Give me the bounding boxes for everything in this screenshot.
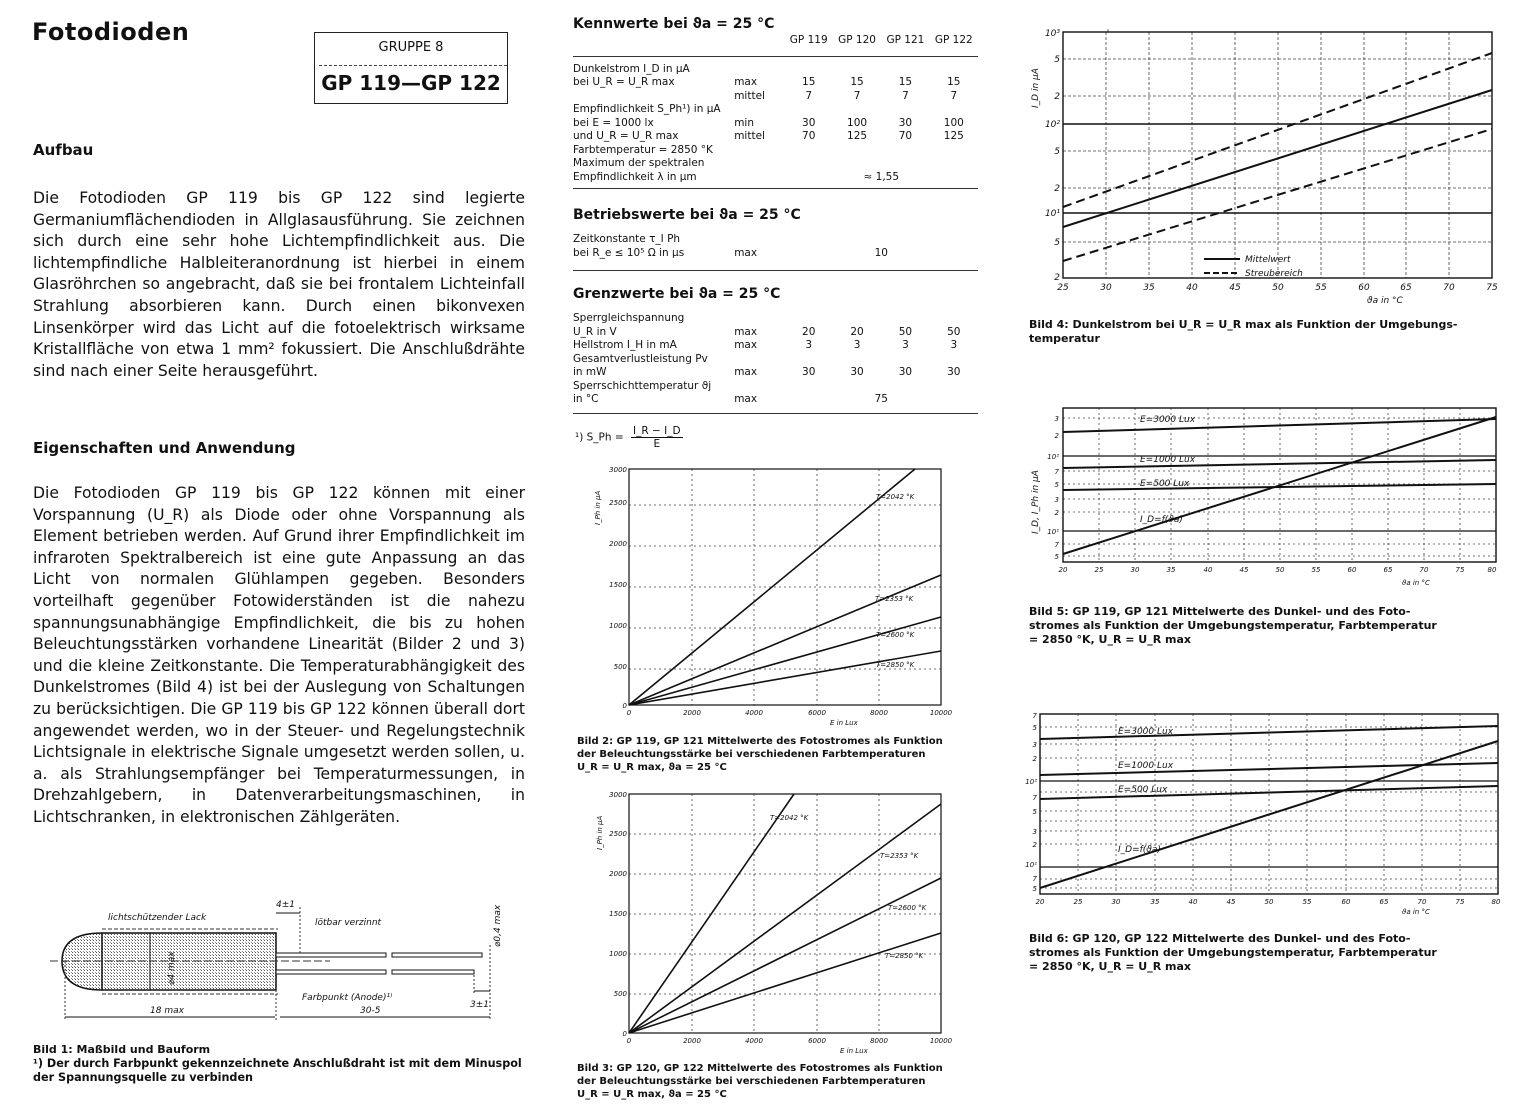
x-axis-label: E in Lux xyxy=(830,719,858,725)
svg-text:3: 3 xyxy=(1032,828,1037,836)
grenzwerte-section xyxy=(573,286,978,414)
svg-text:5: 5 xyxy=(1054,147,1060,157)
svg-text:1000: 1000 xyxy=(609,622,627,630)
svg-text:2000: 2000 xyxy=(609,540,627,548)
label-farbpunkt: Farbpunkt (Anode)¹⁾ xyxy=(302,993,393,1003)
table-row: Farbtemperatur = 2850 °K xyxy=(573,143,713,156)
series-label: T=2600 °K xyxy=(888,904,927,912)
svg-text:4000: 4000 xyxy=(745,709,763,717)
svg-text:40: 40 xyxy=(1188,898,1198,906)
table-row: Dunkelstrom I_D in µA xyxy=(573,62,690,75)
svg-text:70: 70 xyxy=(1419,566,1429,574)
bild4-caption: Bild 4: Dunkelstrom bei U_R = U_R max als Funktion der Umgebungs- temperatur xyxy=(1029,318,1458,345)
table-row: Hellstrom I_H in mA max 3 3 3 3 xyxy=(573,339,958,351)
kennwerte-body xyxy=(573,63,978,185)
label-body-dia: ⌀4 max xyxy=(167,951,177,985)
grenzwerte-title: Grenzwerte bei ϑa = 25 °C xyxy=(573,286,781,302)
svg-text:60: 60 xyxy=(1341,898,1351,906)
col-header: GP 119 xyxy=(789,34,828,46)
svg-text:0: 0 xyxy=(626,709,632,717)
svg-text:75: 75 xyxy=(1486,283,1498,293)
svg-text:1500: 1500 xyxy=(609,581,627,589)
bild3-caption: Bild 3: GP 120, GP 122 Mittelwerte des Fotostromes als Funktion der Beleuchtungsstärke bei verschiedenen Farbtemperaturen U_R = U_R max, ϑa = 25 °C xyxy=(577,1063,943,1100)
svg-text:2500: 2500 xyxy=(609,499,627,507)
svg-text:75: 75 xyxy=(1455,566,1465,574)
series-label: I_D=f(ϑa) xyxy=(1118,845,1161,855)
label-dim-3: 3±1 xyxy=(470,1000,489,1010)
svg-text:1500: 1500 xyxy=(609,910,627,918)
svg-text:2000: 2000 xyxy=(683,1037,701,1045)
x-axis-label: ϑa in °C xyxy=(1367,296,1403,306)
svg-text:80: 80 xyxy=(1491,898,1501,906)
svg-text:2: 2 xyxy=(1032,755,1037,763)
svg-text:5: 5 xyxy=(1054,55,1060,65)
bild1-caption xyxy=(33,1043,533,1085)
footnote-numerator: I_R − I_D xyxy=(633,425,681,437)
betriebswerte-section xyxy=(573,207,978,271)
divider xyxy=(573,270,978,271)
divider xyxy=(573,56,978,57)
col-header: GP 122 xyxy=(934,34,973,46)
svg-text:35: 35 xyxy=(1143,283,1155,293)
bild6-caption: Bild 6: GP 120, GP 122 Mittelwerte des Dunkel- und des Foto- stromes als Funktion der Umgebungstemperatur, Farbtemperatur = 2850 °K, U_R = U_R max xyxy=(1029,932,1437,973)
svg-text:2: 2 xyxy=(1054,184,1060,194)
series-label: I_D=f(ϑa) xyxy=(1140,515,1183,525)
x-axis-label: ϑa in °C xyxy=(1402,579,1430,587)
betriebswerte-title: Betriebswerte bei ϑa = 25 °C xyxy=(573,207,801,223)
grenzwerte-table xyxy=(573,312,978,407)
svg-text:5: 5 xyxy=(1054,238,1060,248)
svg-text:8000: 8000 xyxy=(870,1037,888,1045)
svg-text:2000: 2000 xyxy=(683,709,701,717)
svg-text:45: 45 xyxy=(1229,283,1241,293)
svg-text:7: 7 xyxy=(1032,712,1037,720)
svg-text:10¹: 10¹ xyxy=(1025,861,1037,869)
col-header: GP 121 xyxy=(886,34,925,46)
svg-text:30: 30 xyxy=(1111,898,1121,906)
svg-text:0: 0 xyxy=(622,702,627,710)
svg-text:40: 40 xyxy=(1186,283,1198,293)
svg-text:10000: 10000 xyxy=(929,709,953,717)
svg-text:10²: 10² xyxy=(1044,120,1060,130)
svg-text:30: 30 xyxy=(1130,566,1140,574)
svg-text:3: 3 xyxy=(1032,741,1037,749)
table-row: bei R_e ≤ 10⁵ Ω in µs max 10 xyxy=(573,246,888,259)
series-label: E=3000 Lux xyxy=(1140,415,1196,425)
bild5-caption: Bild 5: GP 119, GP 121 Mittelwerte des Dunkel- und des Foto- stromes als Funktion der Umgebungstemperatur, Farbtemperatur = 2850 °K, U_R = U_R max xyxy=(1029,605,1437,646)
svg-text:6000: 6000 xyxy=(808,709,826,717)
svg-text:70: 70 xyxy=(1443,283,1455,293)
svg-text:65: 65 xyxy=(1383,566,1393,574)
eigenschaften-paragraph: Die Fotodioden GP 119 bis GP 122 können mit einer Vorspannung (U_R) als Diode oder ohne Vorspannung als Element betrieben werden. Auf Grund ihrer Empfindlichkeit im infraroten Spektralbereich ist eine gute Anpassung an das Licht von normalen Glühlampen gegeben. Besonders vorteilhaft gegenüber Fotowiderständen ist die nahezu spannungsunabhängige Empfindlichkeit, die bis zu hohen Beleuchtungsstärken vorhandene Linearität (Bilder 2 und 3) und die kleine Zeitkonstante. Die Temperaturabhängigkeit des Dunkelstromes (Bild 4) ist bei der Auslegung von Schaltungen zu berücksichtigen. Die GP 119 bis GP 122 können überall dort angewendet werden, wo in der Steuer- und Regelungstechnik Lichtsignale in elektrische Signale umgesetzt werden sollen, u. a. als Strahlungsempfänger bei Temperaturmessungen, in Drehzahlgebern, in Datenverarbeitungsmaschinen, in Lichtschranken, in elektronischen Zählgeräten. xyxy=(33,484,525,826)
table-row: in mW max 30 30 30 30 xyxy=(573,366,961,378)
svg-text:10000: 10000 xyxy=(929,1037,953,1045)
svg-text:50: 50 xyxy=(1272,283,1284,293)
page-title: Fotodioden xyxy=(32,18,190,46)
series-label: T=2850 °K xyxy=(876,661,915,669)
footnote-denominator: E xyxy=(653,438,661,450)
divider xyxy=(573,413,978,414)
x-axis-label: ϑa in °C xyxy=(1402,908,1430,915)
model-range: GP 119—GP 122 xyxy=(321,71,501,95)
svg-text:0: 0 xyxy=(622,1030,627,1038)
svg-text:45: 45 xyxy=(1239,566,1249,574)
svg-text:3000: 3000 xyxy=(609,466,627,474)
footnote-fraction xyxy=(631,425,683,450)
svg-text:45: 45 xyxy=(1226,898,1236,906)
svg-text:500: 500 xyxy=(613,990,627,998)
bild3-chart xyxy=(590,790,960,1055)
svg-text:7: 7 xyxy=(1054,468,1059,476)
table-row: Empfindlichkeit λ in µm ≈ 1,55 xyxy=(573,170,900,183)
series-label: E=3000 Lux xyxy=(1118,727,1174,737)
svg-text:60: 60 xyxy=(1347,566,1357,574)
svg-text:2500: 2500 xyxy=(609,830,627,838)
svg-text:10²: 10² xyxy=(1047,453,1059,461)
footnote-prefix: ¹) S_Ph = xyxy=(575,431,624,444)
svg-text:25: 25 xyxy=(1073,898,1083,906)
svg-text:20: 20 xyxy=(1035,898,1045,906)
y-axis-label: I_Ph in µA xyxy=(594,490,602,525)
svg-text:25: 25 xyxy=(1057,283,1069,293)
label-lack: lichtschützender Lack xyxy=(108,913,207,923)
table-row: bei E = 1000 lx min 30 100 30 100 xyxy=(573,116,964,129)
aufbau-text xyxy=(33,188,525,382)
svg-text:10³: 10³ xyxy=(1044,29,1060,39)
eigenschaften-text xyxy=(33,483,525,829)
svg-text:7: 7 xyxy=(1054,541,1059,549)
series-label: T=2353 °K xyxy=(880,852,919,860)
table-row: Zeitkonstante τ_I Ph xyxy=(573,233,681,245)
svg-text:60: 60 xyxy=(1358,283,1370,293)
svg-text:2: 2 xyxy=(1032,841,1037,849)
series-label: T=2042 °K xyxy=(770,814,809,822)
svg-text:10¹: 10¹ xyxy=(1044,209,1060,219)
series-label: T=2353 °K xyxy=(875,595,914,603)
svg-text:3: 3 xyxy=(1054,415,1059,423)
svg-text:55: 55 xyxy=(1302,898,1312,906)
label-len-30: 30-5 xyxy=(360,1006,381,1016)
svg-text:3000: 3000 xyxy=(609,791,627,799)
bild4-chart xyxy=(1022,28,1522,308)
svg-text:7: 7 xyxy=(1032,875,1037,883)
table-row: Sperrschichttemperatur ϑj xyxy=(573,379,712,392)
table-row: Sperrgleichspannung xyxy=(573,312,685,324)
label-wire-dia: ⌀0,4 max xyxy=(493,904,503,947)
kennwerte-table xyxy=(573,34,978,48)
aufbau-paragraph: Die Fotodioden GP 119 bis GP 122 sind legierte Germaniumflächendioden in Allglasausführung. Sie zeichnen sich durch eine sehr hohe Lichtempfindlichkeit aus. Die lichtempfindliche Halbleiteranordnung ist hierbei in einem Glasröhrchen so angebracht, daß sie bei frontalem Lichteinfall Strahlung absorbieren kann. Durch einen bikonvexen Linsenkörper wird das Licht auf die fotoelektrisch wirksame Kristallfläche von etwa 1 mm² fokussiert. Die Anschlußdrähte sind nach einer Seite herausgeführt. xyxy=(33,189,525,380)
svg-text:1000: 1000 xyxy=(609,950,627,958)
kennwerte-header-row xyxy=(573,34,978,48)
svg-text:35: 35 xyxy=(1166,566,1176,574)
bild2-chart xyxy=(590,465,960,725)
svg-text:10¹: 10¹ xyxy=(1047,528,1059,536)
bild1-drawing xyxy=(30,895,530,1020)
betriebswerte-table xyxy=(573,233,978,260)
svg-text:40: 40 xyxy=(1203,566,1213,574)
svg-text:35: 35 xyxy=(1150,898,1160,906)
legend-mittelwert: Mittelwert xyxy=(1245,255,1291,265)
svg-text:10²: 10² xyxy=(1025,778,1037,786)
svg-text:65: 65 xyxy=(1400,283,1412,293)
table-row: und U_R = U_R max mittel 70 125 70 125 xyxy=(573,130,964,142)
svg-text:30: 30 xyxy=(1100,283,1112,293)
table-row: in °C max 75 xyxy=(573,393,888,405)
kennwerte-title: Kennwerte bei ϑa = 25 °C xyxy=(573,16,775,32)
svg-text:5: 5 xyxy=(1054,553,1059,561)
series-label: T=2850 °K xyxy=(885,952,924,960)
bild5-chart xyxy=(1022,404,1522,589)
label-len-18: 18 max xyxy=(150,1006,184,1016)
svg-text:2: 2 xyxy=(1054,273,1060,283)
group-box xyxy=(314,32,508,104)
label-loetbar: lötbar verzinnt xyxy=(315,918,382,928)
svg-text:25: 25 xyxy=(1094,566,1104,574)
svg-text:4000: 4000 xyxy=(745,1037,763,1045)
series-label: T=2042 °K xyxy=(876,493,915,501)
series-label: T=2600 °K xyxy=(876,631,915,639)
table-row: mittel 7 7 7 7 xyxy=(734,89,958,102)
svg-text:500: 500 xyxy=(613,663,627,671)
svg-text:5: 5 xyxy=(1054,481,1059,489)
svg-text:2: 2 xyxy=(1054,432,1059,440)
svg-text:5: 5 xyxy=(1032,885,1037,893)
bild2-caption: Bild 2: GP 119, GP 121 Mittelwerte des Fotostromes als Funktion der Beleuchtungsstärke bei verschiedenen Farbtemperaturen U_R = U_R max, ϑa = 25 °C xyxy=(577,736,943,773)
y-axis-label: I_D, I_Ph in µA xyxy=(1031,470,1041,534)
table-row: U_R in V max 20 20 50 50 xyxy=(573,325,961,338)
x-axis-label: E in Lux xyxy=(840,1047,868,1055)
svg-text:50: 50 xyxy=(1264,898,1274,906)
bild6-chart xyxy=(1022,710,1522,915)
eigenschaften-heading: Eigenschaften und Anwendung xyxy=(33,439,296,457)
bild1-caption-note: ¹) Der durch Farbpunkt gekennzeichnete Anschlußdraht ist mit dem Minuspol der Spannungsquelle zu verbinden xyxy=(33,1057,522,1084)
svg-text:8000: 8000 xyxy=(870,709,888,717)
svg-text:50: 50 xyxy=(1275,566,1285,574)
series-label: E=1000 Lux xyxy=(1140,455,1196,465)
label-dim-4: 4±1 xyxy=(276,900,295,910)
svg-text:3: 3 xyxy=(1054,496,1059,504)
group-divider xyxy=(319,65,507,66)
divider xyxy=(573,188,978,189)
group-label: GRUPPE 8 xyxy=(378,40,444,55)
svg-text:7: 7 xyxy=(1032,794,1037,802)
table-row: Empfindlichkeit S_Ph¹) in µA xyxy=(573,103,721,115)
svg-text:20: 20 xyxy=(1058,566,1068,574)
svg-text:6000: 6000 xyxy=(808,1037,826,1045)
table-row: Maximum der spektralen xyxy=(573,157,705,169)
y-axis-label: I_Ph in µA xyxy=(596,815,604,850)
kennwerte-section xyxy=(573,16,978,189)
svg-text:2: 2 xyxy=(1054,509,1059,517)
svg-text:55: 55 xyxy=(1311,566,1321,574)
aufbau-heading: Aufbau xyxy=(33,141,94,159)
series-label: E=1000 Lux xyxy=(1118,761,1174,771)
svg-text:5: 5 xyxy=(1032,808,1037,816)
svg-text:75: 75 xyxy=(1455,898,1465,906)
footnote xyxy=(575,425,683,450)
svg-text:2: 2 xyxy=(1054,92,1060,102)
series-label: E=500 Lux xyxy=(1118,785,1168,795)
bild1-caption-title: Bild 1: Maßbild und Bauform xyxy=(33,1043,211,1056)
y-axis-label: I_D in µA xyxy=(1031,68,1041,108)
series-label: E=500 Lux xyxy=(1140,479,1190,489)
svg-text:80: 80 xyxy=(1487,566,1497,574)
table-row: bei U_R = U_R max max 15 15 15 15 xyxy=(573,76,961,88)
svg-text:70: 70 xyxy=(1417,898,1427,906)
svg-text:2000: 2000 xyxy=(609,870,627,878)
svg-text:65: 65 xyxy=(1379,898,1389,906)
col-header: GP 120 xyxy=(838,34,876,46)
table-row: Gesamtverlustleistung Pv xyxy=(573,352,708,365)
svg-text:55: 55 xyxy=(1315,283,1327,293)
legend-streubereich: Streubereich xyxy=(1245,269,1303,279)
svg-text:5: 5 xyxy=(1032,724,1037,732)
svg-text:0: 0 xyxy=(626,1037,632,1045)
